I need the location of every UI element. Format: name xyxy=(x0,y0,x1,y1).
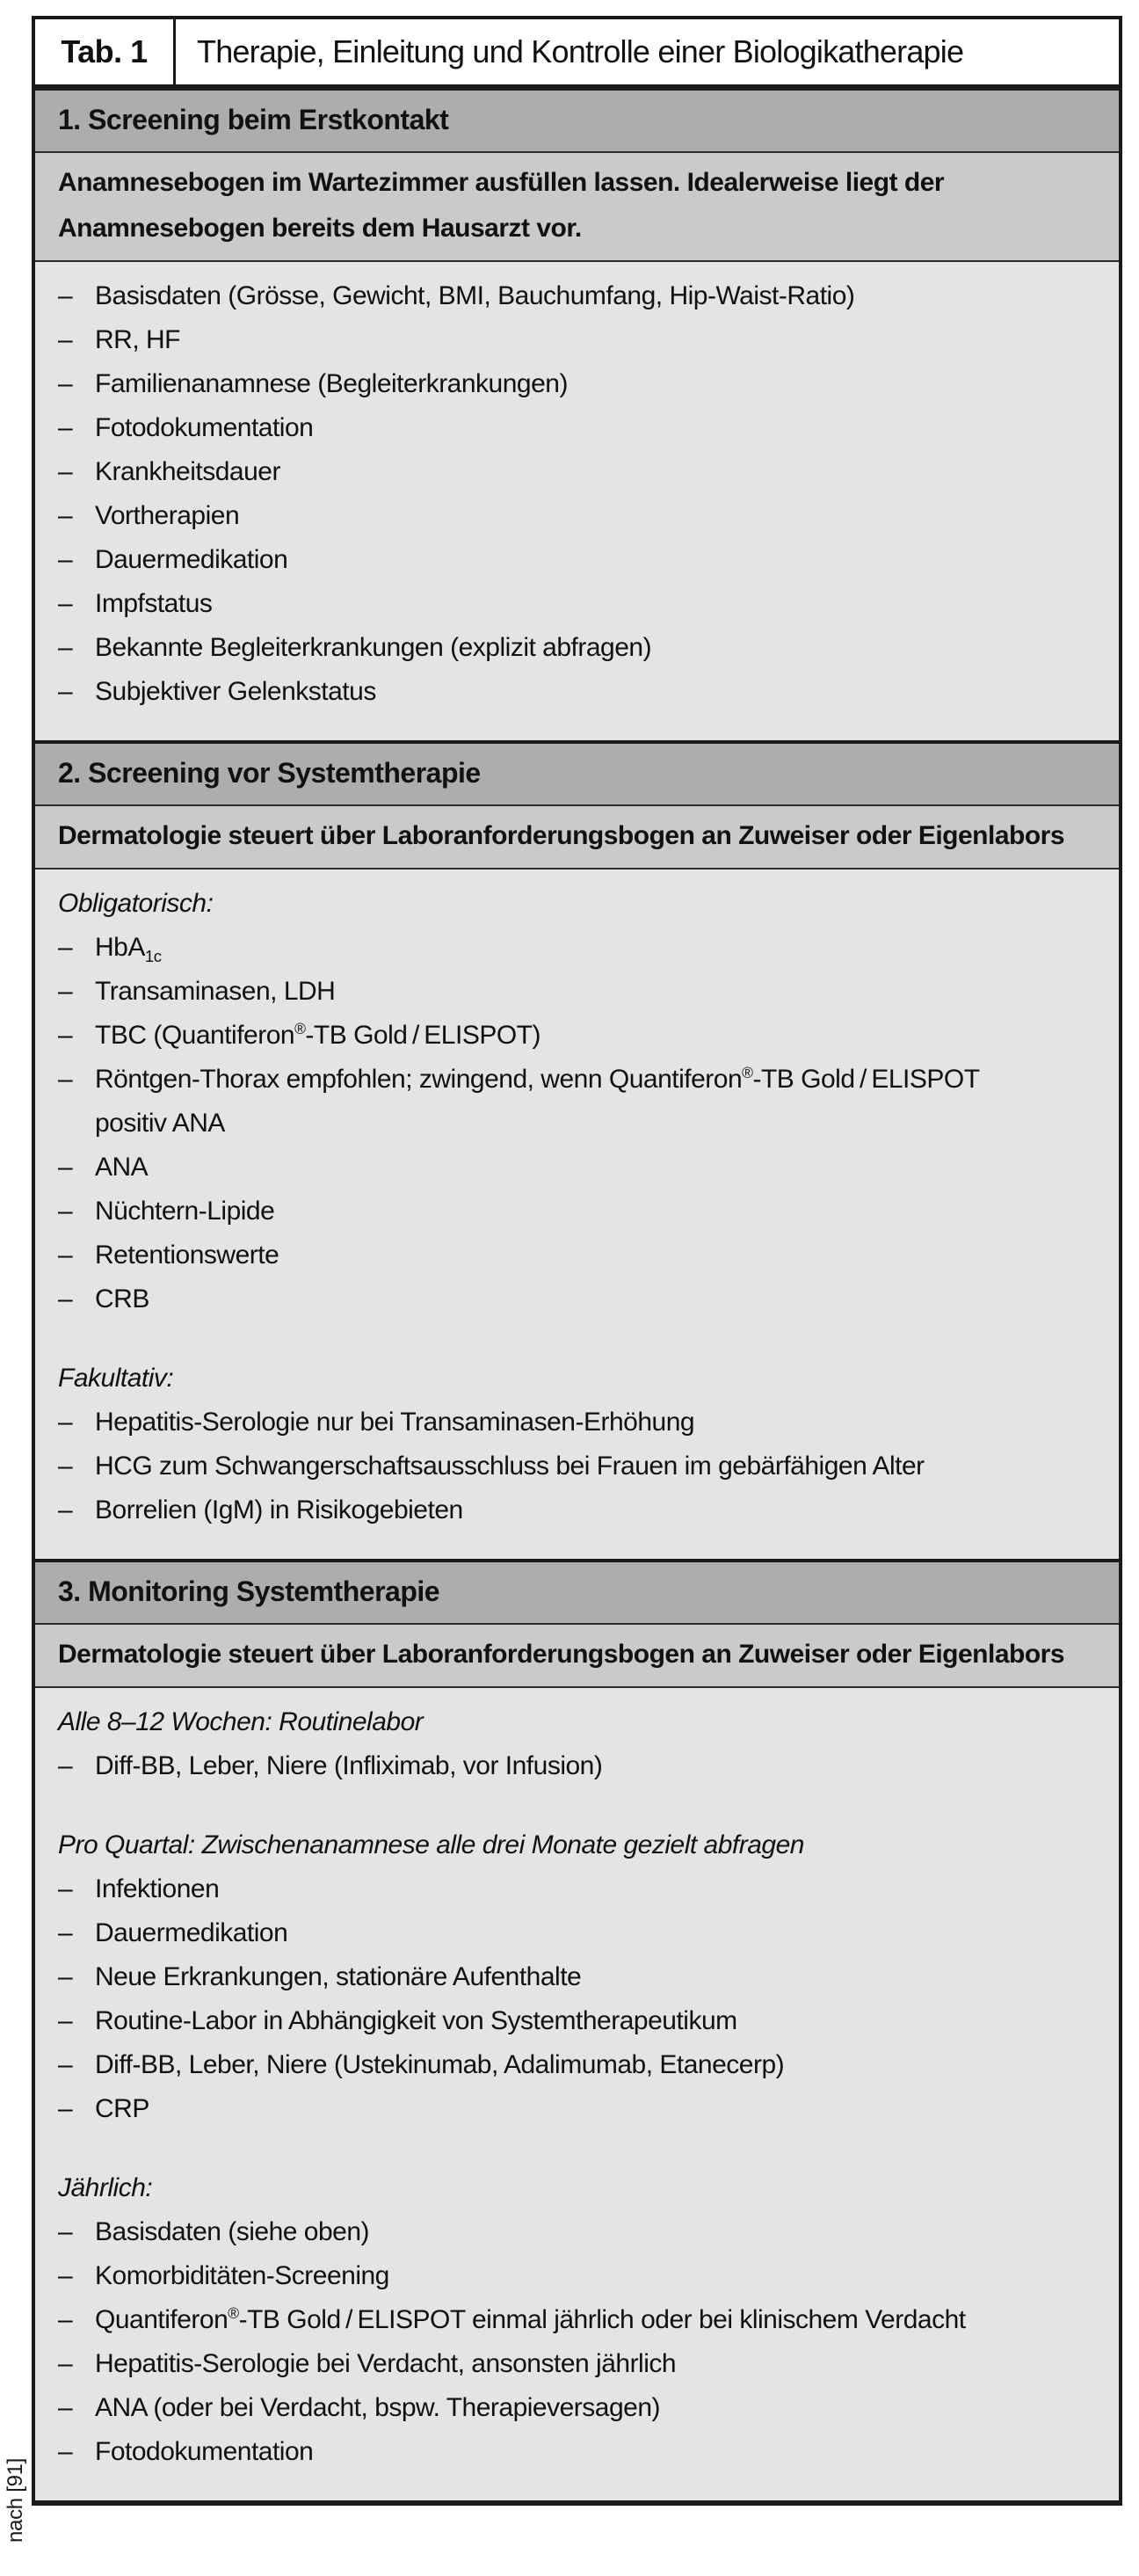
list-item xyxy=(58,450,1098,494)
dash-bullet: – xyxy=(58,281,73,310)
list-item xyxy=(58,274,1098,318)
table-tag: Tab. 1 xyxy=(35,19,176,84)
list-item xyxy=(58,538,1098,582)
dash-bullet: – xyxy=(58,2261,73,2290)
dash-bullet: – xyxy=(58,2437,73,2466)
list-item xyxy=(58,1999,1098,2043)
dash-bullet: – xyxy=(58,369,73,398)
list-item-text: Krankheitsdauer xyxy=(95,457,280,486)
list-item-text: Hepatitis-Serologie bei Verdacht, ansonsten jährlich xyxy=(95,2349,677,2378)
list-item-text: Transaminasen, LDH xyxy=(95,977,336,1006)
list-item xyxy=(58,582,1098,626)
list-item-text: Subjektiver Gelenkstatus xyxy=(95,677,376,706)
list-item xyxy=(58,1911,1098,1955)
table-title-row xyxy=(35,19,1119,87)
list-item xyxy=(58,1233,1098,1277)
list-item xyxy=(58,926,1098,970)
section-body xyxy=(35,1688,1119,2500)
list-item xyxy=(58,1058,1098,1146)
list-item-text: Fotodokumentation xyxy=(95,2437,314,2466)
dash-bullet: – xyxy=(58,1241,73,1270)
dash-bullet: – xyxy=(58,2006,73,2035)
dash-bullet: – xyxy=(58,1408,73,1437)
dash-bullet: – xyxy=(58,1021,73,1050)
list-item xyxy=(58,670,1098,714)
list-item xyxy=(58,2043,1098,2087)
list-item-text: Diff-BB, Leber, Niere (Ustekinumab, Adalimumab, Etanecerp) xyxy=(95,2050,785,2079)
dash-bullet: – xyxy=(58,1874,73,1903)
group-label: Pro Quartal: Zwischenanamnese alle drei Monate gezielt abfragen xyxy=(58,1830,804,1859)
list-item-text: TBC (Quantiferon®-TB Gold / ELISPOT) xyxy=(95,1020,540,1050)
dash-bullet: – xyxy=(58,413,73,442)
list-item xyxy=(58,2386,1098,2430)
group-label: Fakultativ: xyxy=(58,1364,174,1393)
dash-bullet: – xyxy=(58,1284,73,1313)
dash-bullet: – xyxy=(58,977,73,1006)
section-monitoring-systemtherapie xyxy=(35,1559,1119,2500)
list-item xyxy=(58,1190,1098,1233)
section-heading: 1. Screening beim Erstkontakt xyxy=(35,91,1119,153)
dash-bullet: – xyxy=(58,677,73,706)
source-citation: nach [91] xyxy=(4,2457,27,2543)
dash-bullet: – xyxy=(58,1495,73,1524)
list-item xyxy=(58,1867,1098,1911)
list-item-text: CRB xyxy=(95,1284,149,1313)
list-item xyxy=(58,406,1098,450)
dash-bullet: – xyxy=(58,1065,73,1094)
table-title: Therapie, Einleitung und Kontrolle einer Biologikatherapie xyxy=(197,33,964,69)
list-item-text: HCG zum Schwangerschaftsausschluss bei Frauen im gebärfähigen Alter xyxy=(95,1452,925,1481)
list-item-text: HbA$_{1c}$ xyxy=(95,933,162,965)
list-item-text: Impfstatus xyxy=(95,589,213,618)
list-item-text: Familienanamnese (Begleiterkrankungen) xyxy=(95,369,568,398)
dash-bullet: – xyxy=(58,545,73,574)
list-item xyxy=(58,318,1098,362)
dash-bullet: – xyxy=(58,1197,73,1226)
list-item xyxy=(58,1277,1098,1321)
dash-bullet: – xyxy=(58,1751,73,1780)
list-item xyxy=(58,362,1098,406)
section-heading: 3. Monitoring Systemtherapie xyxy=(35,1562,1119,1625)
list-item xyxy=(58,1014,1098,1058)
list-item-text: Routine-Labor in Abhängigkeit von Systemtherapeutikum xyxy=(95,2006,737,2035)
dash-bullet: – xyxy=(58,1962,73,1991)
list-item xyxy=(58,1488,1098,1532)
dash-bullet: – xyxy=(58,1452,73,1481)
dash-bullet: – xyxy=(58,2050,73,2079)
dash-bullet: – xyxy=(58,2094,73,2123)
list-item xyxy=(58,2430,1098,2474)
group-label: Alle 8–12 Wochen: Routinelabor xyxy=(58,1707,424,1736)
list-item-text: Infektionen xyxy=(95,1874,220,1903)
list-item xyxy=(58,1146,1098,1190)
list-item xyxy=(58,1401,1098,1444)
list-item xyxy=(58,1744,1098,1788)
list-item-text: Borrelien (IgM) in Risikogebieten xyxy=(95,1495,463,1524)
dash-bullet: – xyxy=(58,2217,73,2246)
list-item xyxy=(58,626,1098,670)
dash-bullet: – xyxy=(58,2349,73,2378)
list-item-text: Hepatitis-Serologie nur bei Transaminasen-Erhöhung xyxy=(95,1408,695,1437)
section-screening-erstkontakt xyxy=(35,87,1119,740)
dash-bullet: – xyxy=(58,633,73,662)
section-subheading: Anamnesebogen im Wartezimmer ausfüllen lassen. Idealerweise liegt der Anamnesebogen bereits dem Hausarzt vor. xyxy=(35,153,1119,262)
group-label: Obligatorisch: xyxy=(58,889,214,918)
dash-bullet: – xyxy=(58,1918,73,1947)
section-screening-systemtherapie xyxy=(35,740,1119,1559)
list-item-text: Fotodokumentation xyxy=(95,413,314,442)
list-item xyxy=(58,2254,1098,2298)
list-item-text: CRP xyxy=(95,2094,149,2123)
section-subheading: Dermatologie steuert über Laboranforderungsbogen an Zuweiser oder Eigenlabors xyxy=(35,806,1119,870)
list-item-text: Dauermedikation xyxy=(95,1918,288,1947)
dash-bullet: – xyxy=(58,457,73,486)
dash-bullet: – xyxy=(58,933,73,962)
dash-bullet: – xyxy=(58,325,73,354)
list-item-text: ANA xyxy=(95,1153,149,1182)
list-item xyxy=(58,2342,1098,2386)
section-body xyxy=(35,262,1119,740)
group-label: Jährlich: xyxy=(58,2173,153,2202)
list-item-text: Neue Erkrankungen, stationäre Aufenthalte xyxy=(95,1962,582,1991)
list-item xyxy=(58,2210,1098,2254)
list-item xyxy=(58,2087,1098,2131)
section-body xyxy=(35,870,1119,1559)
dash-bullet: – xyxy=(58,2393,73,2422)
list-item-text: RR, HF xyxy=(95,325,180,354)
dash-bullet: – xyxy=(58,589,73,618)
list-item xyxy=(58,494,1098,538)
list-item-text: Bekannte Begleiterkrankungen (explizit abfragen) xyxy=(95,633,652,662)
list-item xyxy=(58,2298,1098,2342)
therapy-table xyxy=(32,16,1122,2506)
list-item-text: ANA (oder bei Verdacht, bspw. Therapieversagen) xyxy=(95,2393,661,2422)
list-item-text: Diff-BB, Leber, Niere (Infliximab, vor Infusion) xyxy=(95,1751,603,1780)
list-item-text: Komorbiditäten-Screening xyxy=(95,2261,389,2290)
list-item-text: Vortherapien xyxy=(95,501,240,530)
list-item-text: Dauermedikation xyxy=(95,545,288,574)
list-item-text: Röntgen-Thorax empfohlen; zwingend, wenn Quantiferon®-TB Gold / ELISPOT positiv ANA xyxy=(95,1064,980,1138)
list-item-text: Basisdaten (Grösse, Gewicht, BMI, Bauchumfang, Hip-Waist-Ratio) xyxy=(95,281,855,310)
list-item-text: Retentionswerte xyxy=(95,1241,279,1270)
dash-bullet: – xyxy=(58,2305,73,2334)
list-item-text: Basisdaten (siehe oben) xyxy=(95,2217,370,2246)
list-item xyxy=(58,1955,1098,1999)
list-item-text: Quantiferon®-TB Gold / ELISPOT einmal jährlich oder bei klinischem Verdacht xyxy=(95,2304,966,2334)
dash-bullet: – xyxy=(58,501,73,530)
list-item xyxy=(58,970,1098,1014)
dash-bullet: – xyxy=(58,1153,73,1182)
list-item xyxy=(58,1444,1098,1488)
list-item-text: Nüchtern-Lipide xyxy=(95,1197,275,1226)
section-heading: 2. Screening vor Systemtherapie xyxy=(35,744,1119,806)
section-subheading: Dermatologie steuert über Laboranforderungsbogen an Zuweiser oder Eigenlabors xyxy=(35,1625,1119,1688)
